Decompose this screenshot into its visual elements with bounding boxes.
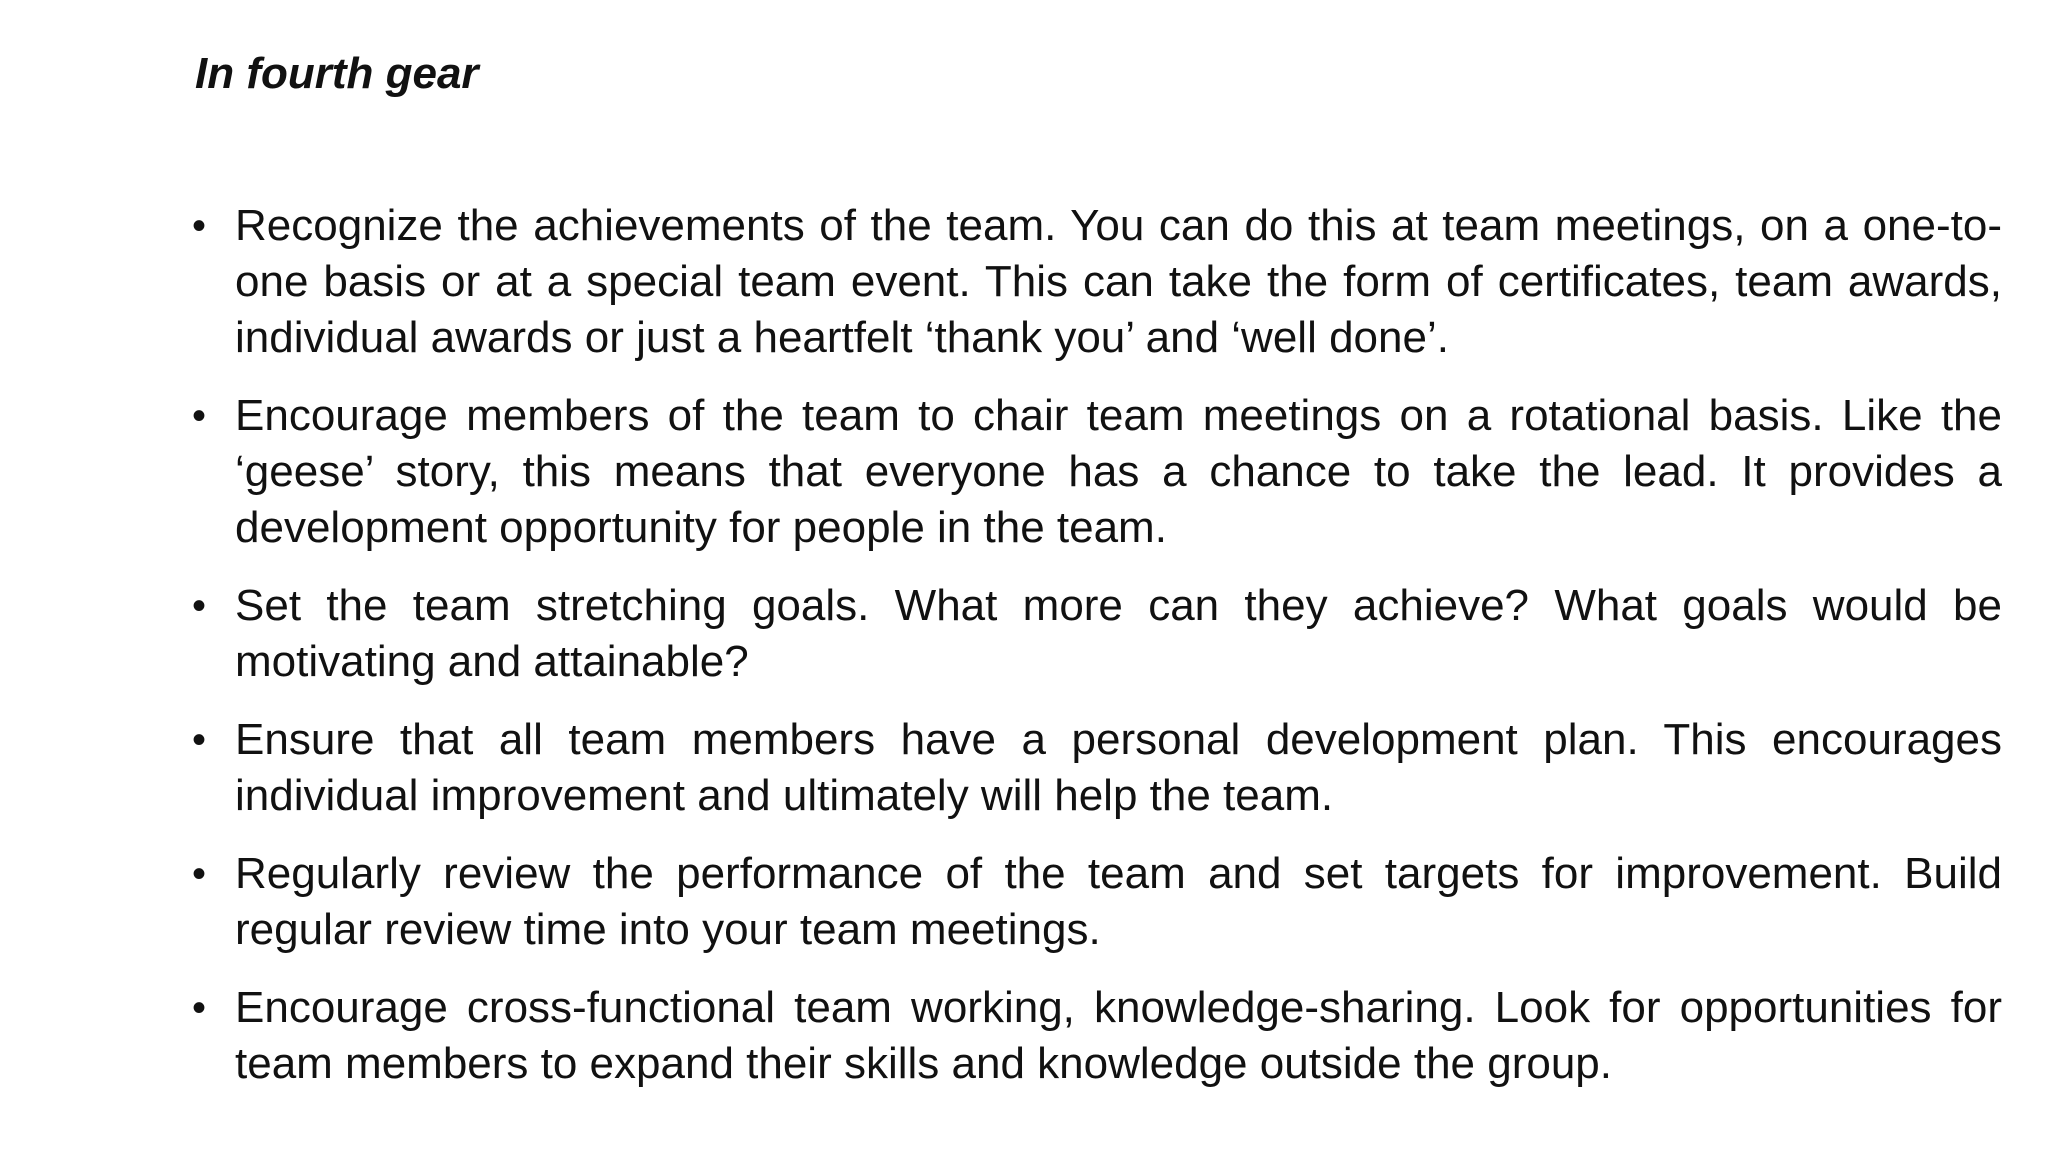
list-item	[192, 388, 2002, 556]
bullet-list	[192, 198, 2002, 1092]
list-item	[192, 846, 2002, 958]
bullet-icon: •	[192, 584, 207, 628]
list-item	[192, 980, 2002, 1092]
bullet-icon: •	[192, 852, 207, 896]
bullet-text: Encourage members of the team to chair team meetings on a rotational basis. Like the ‘geese’ story, this means that everyone has a chance to take the lead. It provides a development opportunity for people in the team.	[235, 391, 2002, 552]
bullet-text: Encourage cross-functional team working, knowledge-sharing. Look for opportunities for team members to expand their skills and knowledge outside the group.	[235, 983, 2002, 1088]
bullet-icon: •	[192, 718, 207, 762]
bullet-text: Set the team stretching goals. What more can they achieve? What goals would be motivating and attainable?	[235, 581, 2002, 686]
bullet-text: Ensure that all team members have a personal development plan. This encourages individual improvement and ultimately will help the team.	[235, 715, 2002, 820]
bullet-icon: •	[192, 394, 207, 438]
list-item	[192, 198, 2002, 366]
list-item	[192, 712, 2002, 824]
bullet-text: Recognize the achievements of the team. You can do this at team meetings, on a one-to-one basis or at a special team event. This can take the form of certificates, team awards, individual awards or just a heartfelt ‘thank you’ and ‘well done’.	[235, 201, 2002, 362]
bullet-icon: •	[192, 204, 207, 248]
bullet-text: Regularly review the performance of the team and set targets for improvement. Build regular review time into your team meetings.	[235, 849, 2002, 954]
list-item	[192, 578, 2002, 690]
bullet-icon: •	[192, 986, 207, 1030]
slide-title: In fourth gear	[195, 49, 479, 98]
